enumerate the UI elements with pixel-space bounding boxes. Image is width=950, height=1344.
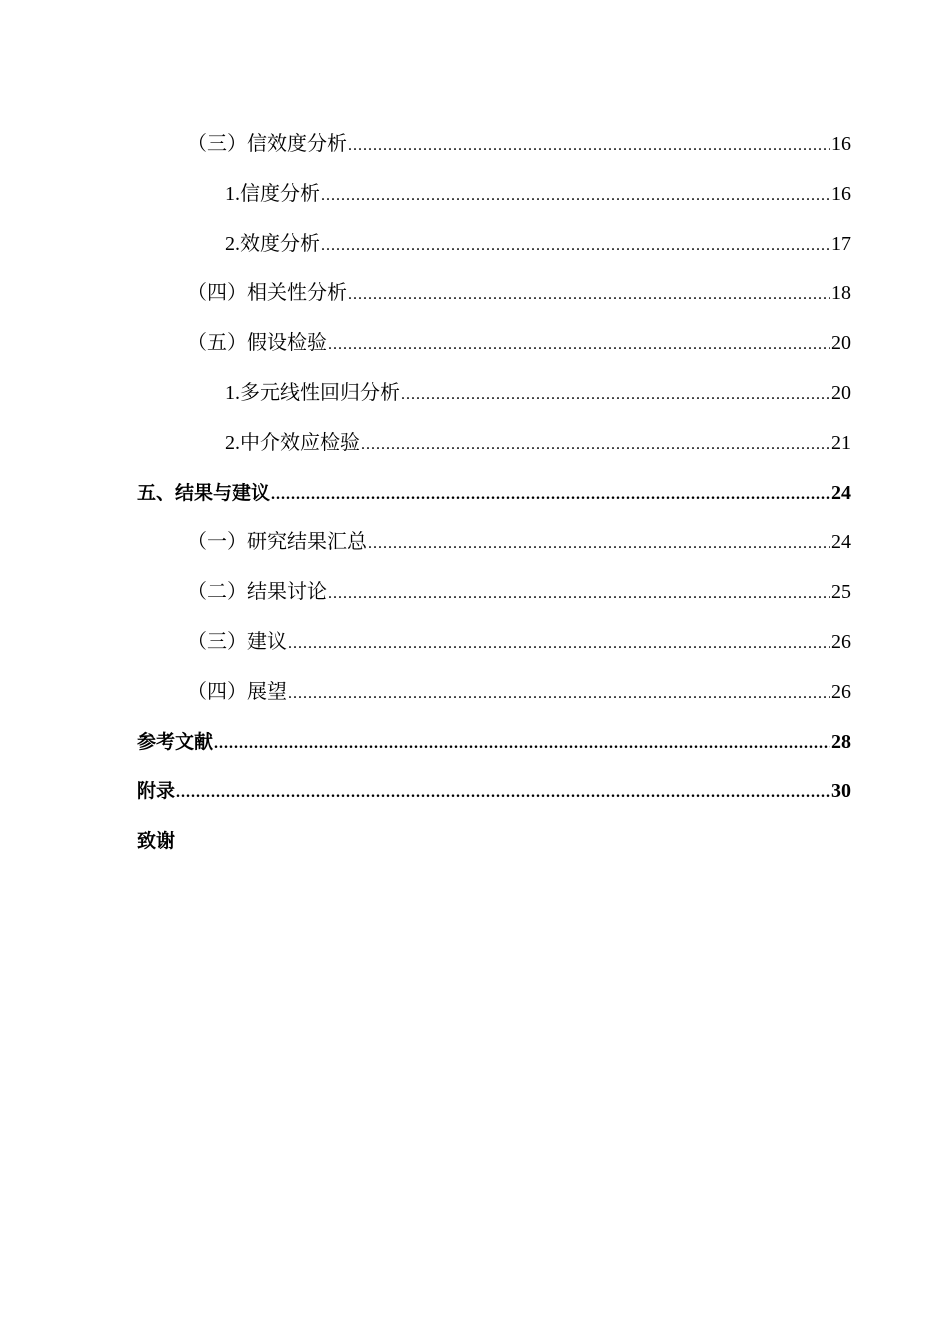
toc-entry-label: 参考文献	[137, 730, 214, 753]
toc-entry-label: 1.多元线性回归分析	[225, 381, 400, 404]
toc-entry-label: 2.中介效应检验	[225, 431, 360, 454]
toc-entry-page: 24	[831, 481, 851, 504]
toc-entry-number: 五、	[137, 481, 176, 504]
toc-entry-page: 16	[831, 182, 851, 205]
toc-leader-dots	[361, 420, 830, 470]
toc-entry-page: 20	[831, 332, 851, 355]
toc-entry[interactable]	[137, 170, 851, 220]
toc-leader-dots	[328, 320, 830, 370]
toc-entry-label: （一）研究结果汇总	[187, 531, 367, 554]
toc-entry-page: 26	[831, 630, 851, 653]
table-of-contents	[137, 120, 851, 867]
toc-leader-dots	[368, 519, 830, 569]
toc-entry-label: 结果与建议	[175, 481, 271, 504]
toc-leader-dots	[321, 221, 830, 271]
toc-leader-dots	[288, 669, 830, 719]
toc-entry-page: 25	[831, 581, 851, 604]
toc-entry-page: 16	[831, 133, 851, 155]
toc-leader-dots	[214, 719, 830, 769]
toc-entry[interactable]	[137, 618, 851, 668]
toc-entry-page: 24	[831, 531, 851, 554]
toc-entry[interactable]	[137, 518, 851, 568]
toc-leader-dots	[348, 121, 830, 171]
toc-entry[interactable]	[137, 419, 851, 469]
toc-leader-dots	[288, 619, 830, 669]
toc-entry-page: 18	[831, 282, 851, 305]
toc-entry-label: 1.信度分析	[225, 182, 320, 205]
toc-entry[interactable]	[137, 120, 851, 170]
toc-entry-page: 21	[831, 431, 851, 454]
toc-entry-label: （三）建议	[187, 630, 287, 653]
toc-entry[interactable]	[137, 718, 851, 768]
toc-entry-label: （三）信效度分析	[187, 133, 347, 155]
toc-entry-label: （二）结果讨论	[187, 581, 327, 604]
toc-entry[interactable]	[137, 220, 851, 270]
toc-entry[interactable]	[137, 319, 851, 369]
toc-entry[interactable]	[137, 817, 851, 867]
toc-entry-label: 致谢	[137, 830, 176, 853]
toc-entry-page: 17	[831, 232, 851, 255]
toc-leader-dots	[401, 370, 830, 420]
toc-leader-dots	[176, 768, 830, 818]
toc-entry-page: 20	[831, 381, 851, 404]
toc-leader-dots	[271, 470, 830, 520]
toc-leader-dots	[348, 270, 830, 320]
toc-entry-label: 附录	[137, 780, 176, 803]
toc-entry[interactable]	[137, 767, 851, 817]
toc-entry-label: （四）相关性分析	[187, 282, 347, 305]
toc-entry[interactable]	[137, 369, 851, 419]
toc-entry-label: （四）展望	[187, 680, 287, 703]
toc-entry-page: 26	[831, 680, 851, 703]
toc-leader-dots	[321, 171, 830, 221]
toc-entry-page: 28	[831, 730, 851, 753]
toc-entry-label: 2.效度分析	[225, 232, 320, 255]
toc-entry[interactable]	[137, 469, 851, 519]
toc-leader-dots	[328, 569, 830, 619]
toc-entry-label: （五）假设检验	[187, 332, 327, 355]
toc-entry[interactable]	[137, 269, 851, 319]
toc-entry[interactable]	[137, 568, 851, 618]
toc-entry-page: 30	[831, 780, 851, 803]
toc-entry[interactable]	[137, 668, 851, 718]
